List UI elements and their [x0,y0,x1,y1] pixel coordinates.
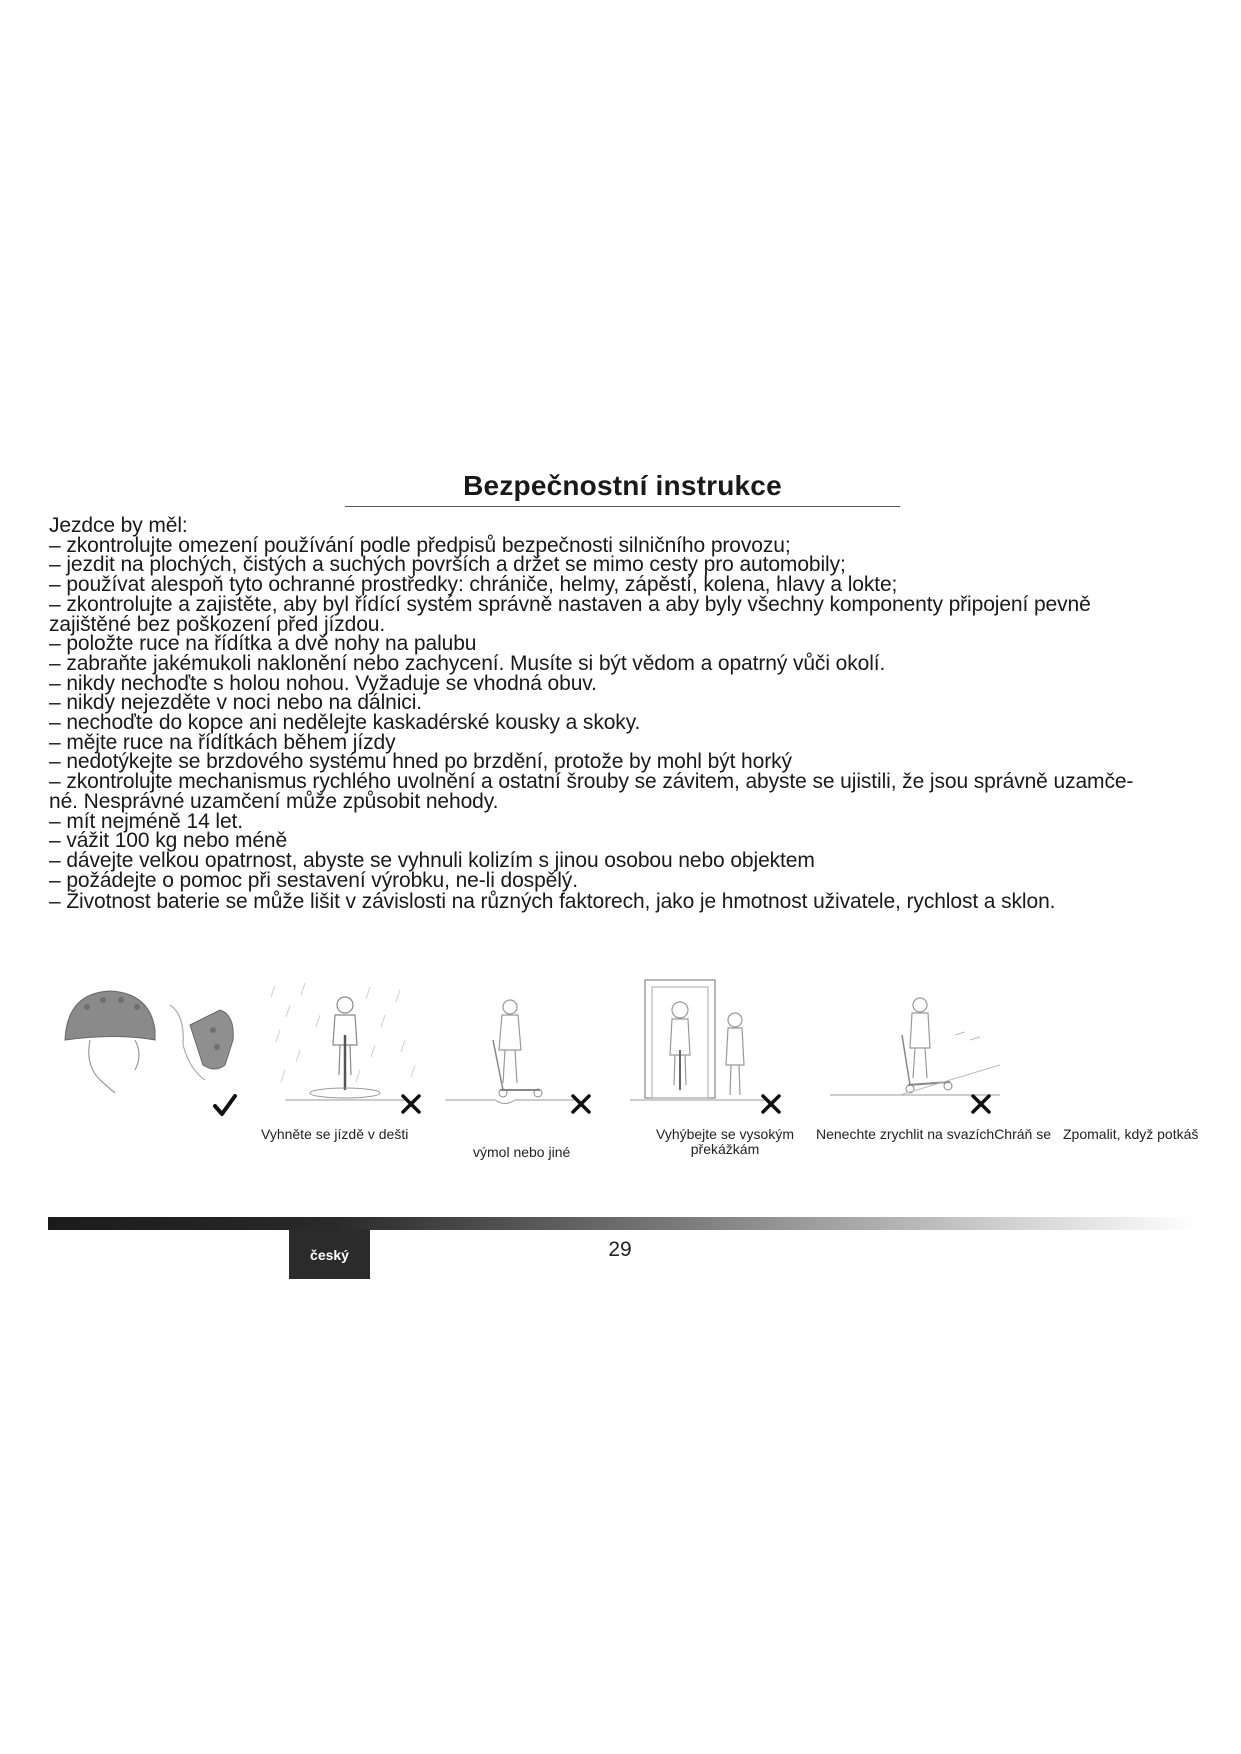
slope-illustration [830,990,1000,1110]
instruction-line: – nikdy nechoďte s holou nohou. Vyžaduje se vhodná obuv. [49,671,597,695]
caption-obstacle: Vyhýbejte se vysokým překážkám [656,1126,794,1157]
instruction-line: – dávejte velkou opatrnost, abyste se vyhnuli kolizím s jinou osobou nebo objektem [49,848,815,872]
instruction-line: – vážit 100 kg nebo méně [49,829,288,853]
instruction-line: – zkontrolujte omezení používání podle předpisů bezpečnosti silničního provozu; [49,533,791,557]
instruction-line: – jezdit na plochých, čistých a suchých površích a držet se mimo cesty pro automobily; [49,553,846,577]
language-tab: český [289,1230,370,1279]
instruction-line: – zkontrolujte mechanismus rychlého uvolnění a ostatní šrouby se závitem, abyste se ujistili, že jsou správně uzamče- [49,770,1134,794]
instruction-line: – nedotýkejte se brzdového systému hned po brzdění, protože by mohl být horký [49,750,792,774]
instructions-intro: Jezdce by měl: [49,514,188,537]
caption-pothole: výmol nebo jiné [473,1144,571,1160]
instruction-line: – nikdy nejezděte v noci nebo na dálnici. [49,691,422,715]
instruction-line: – používat alespoň tyto ochranné prostředky: chrániče, helmy, zápěstí, kolena, hlavy a lokte; [49,573,898,597]
high-obstacle-illustration [630,975,770,1115]
instruction-line: – nechoďte do kopce ani nedělejte kaskadérské kousky a skoky. [49,711,641,735]
cross-icon [570,1093,592,1115]
instruction-line: – mějte ruce na řídítkách během jízdy [49,730,396,754]
safety-illustrations [40,975,1210,1185]
cross-icon [970,1093,992,1115]
footer-bar [48,1217,1198,1230]
instruction-line: – mít nejméně 14 let. [49,809,244,833]
instruction-line: zajištěné bez poškození před jízdou. [49,612,386,636]
instruction-line: – položte ruce na řídítka a dvě nohy na palubu [49,632,477,656]
title-underline [345,506,900,507]
cross-icon [760,1093,782,1115]
instruction-line: – Životnost baterie se může lišit v závislosti na různých faktorech, jako je hmotnost uživatele, rychlost a sklon. [49,890,1056,914]
pothole-illustration [445,995,575,1115]
caption-slow-down: Zpomalit, když potkáš [1063,1127,1199,1142]
caption-slope: Nenechte zrychlit na svazíchChráň se [816,1126,1051,1142]
cross-icon [400,1093,422,1115]
instruction-line: – požádejte o pomoc při sestavení výrobku, ne-li dospělý. [49,868,578,892]
page-title: Bezpečnostní instrukce [463,470,782,501]
page-number: 29 [608,1238,632,1261]
protective-gear-illustration [55,985,255,1100]
instruction-line: – zkontrolujte a zajistěte, aby byl řídící systém správně nastaven a aby byly všechny komponenty připojení pevně [49,592,1091,616]
rain-riding-illustration [265,975,425,1110]
caption-rain: Vyhněte se jízdě v dešti [261,1126,409,1142]
instruction-line: – zabraňte jakémukoli naklonění nebo zachycení. Musíte si být vědom a opatrný vůči okolí. [49,651,886,675]
check-icon [212,1093,238,1119]
safety-instructions [49,516,1199,912]
instruction-line: né. Nesprávné uzamčení může způsobit nehody. [49,789,499,813]
